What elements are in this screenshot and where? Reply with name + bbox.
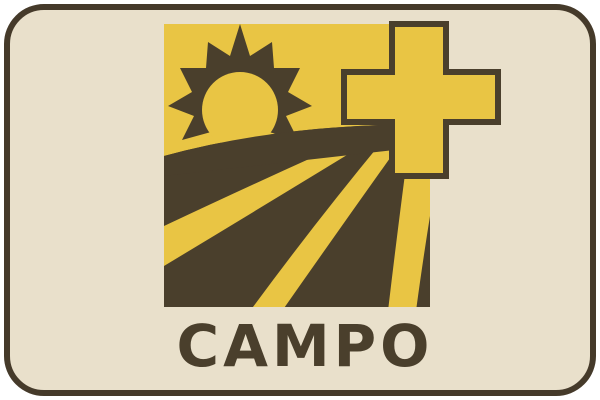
wordmark-text: CAMPO — [176, 314, 434, 374]
campo-emblem — [160, 16, 505, 311]
campo-wordmark — [160, 314, 450, 374]
